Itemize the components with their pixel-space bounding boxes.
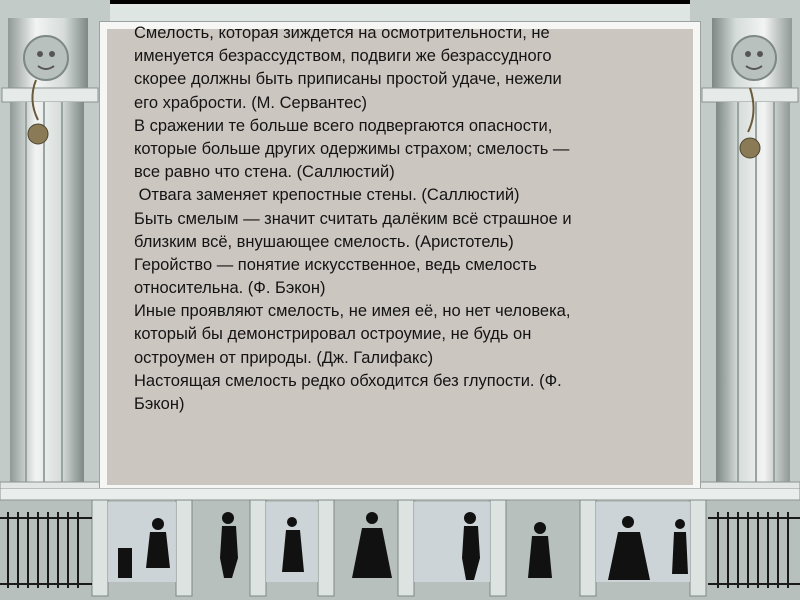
quote-line: все равно что стена. (Саллюстий) (134, 163, 395, 182)
quote-line: Смелость, которая зиждется на осмотрительности, не (134, 24, 550, 42)
quote-line: Иные проявляют смелость, не имея её, но нет человека, (134, 302, 571, 321)
balustrade-decoration (0, 488, 800, 600)
quotes-text-block (134, 22, 679, 416)
quote-line: именуется безрассудством, подвиги же безрассудного (134, 47, 552, 66)
quote-line: В сражении те больше всего подвергаются опасности, (134, 116, 553, 135)
quote-line: который бы демонстрировал остроумие, не будь он (134, 325, 532, 344)
quote-line: скорее должны быть приписаны простой удаче, нежели (134, 70, 562, 89)
quote-line: близким всё, внушающее смелость. (Аристотель) (134, 232, 514, 251)
quote-line: его храбрости. (М. Сервантес) (134, 93, 368, 112)
quote-line: Геройство — понятие искусственное, ведь смелость (134, 255, 537, 274)
quote-line: Быть смелым — значит считать далёким всё страшное и (134, 209, 572, 228)
quote-line: остроумен от природы. (Дж. Галифакс) (134, 348, 434, 367)
quote-line: относительна. (Ф. Бэкон) (134, 279, 326, 298)
quote-line: Настоящая смелость редко обходится без глупости. (Ф. (134, 371, 562, 390)
quote-line: Отвага заменяет крепостные стены. (Саллюстий) (134, 186, 520, 205)
quote-line: Бэкон) (134, 395, 185, 413)
quote-line: которые больше других одержимы страхом; смелость — (134, 139, 570, 158)
